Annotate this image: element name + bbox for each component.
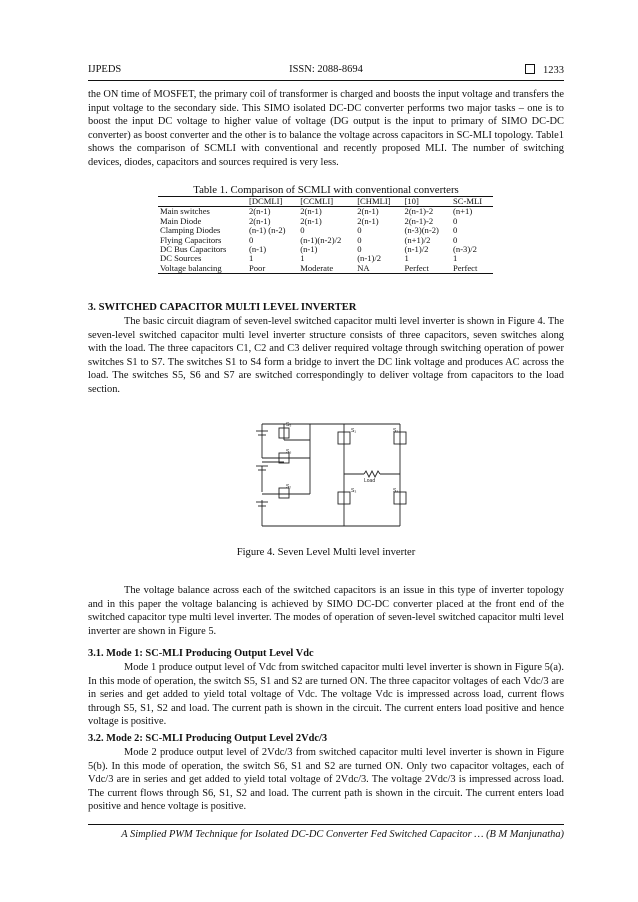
- table-cell: 0: [248, 234, 254, 245]
- table-cell: 2(n-1): [357, 206, 379, 217]
- table-cell: 0: [357, 244, 362, 255]
- table-cell: 2(n-1)-2: [404, 206, 434, 217]
- table-cell: (n-3)/2: [453, 244, 477, 255]
- table-cell: Moderate: [298, 264, 355, 274]
- table-cell: Poor: [247, 264, 298, 274]
- table-cell: 0: [357, 225, 362, 236]
- label-s4: S₄: [393, 488, 399, 494]
- section-paragraph: The basic circuit diagram of seven-level switched capacitor multi level inverter is shown in Figure 4. The seven-level switched capacitor multi level inverter structure consists of three capacitors, seven switches along with the load. The three capacitors C1, C2 and C3 deliver required voltage through switching operation of power switches S1 to S7. The switches S1 to S4 form a bridge to invert the DC link voltage and produces AC across the load. The switches S5, S6 and S7 are switched correspondingly to deliver voltage from capacitors to the load section.: [88, 316, 564, 395]
- table-cell: 0: [357, 234, 362, 245]
- table-cell: Voltage balancing: [158, 264, 247, 274]
- table-cell: 2(n-1)-2: [404, 215, 434, 226]
- table-cell: Clamping Diodes: [160, 225, 221, 236]
- column-header: [CHMLI]: [355, 197, 402, 207]
- mode2-paragraph: Mode 2 produce output level of 2Vdc/3 from switched capacitor multi level inverter is shown in Figure 5(b). In this mode of operation, the switch S6, S1 and S2 are turned ON. Only two capacitor voltages, each of Vdc/3 are in series and get added to yield total voltage of 2Vdc/3. The voltage 2Vdc/3 is impressed across load. The current flows through S6, S1, S2 and load. The current path is shown in the circuit. The current enters load positive and hence voltage is positive.: [88, 747, 564, 813]
- table-cell: (n-1): [248, 244, 267, 255]
- table-cell: 0: [453, 225, 458, 236]
- table-cell: 2(n-1): [300, 206, 322, 217]
- section-heading: 3. SWITCHED CAPACITOR MULTI LEVEL INVERTER: [88, 302, 357, 313]
- mode1-paragraph: Mode 1 produce output level of Vdc from switched capacitor multi level inverter is shown in Figure 5(a). In this mode of operation, the switch S5, S1 and S2 are turned ON. The three capacitor voltages of each Vdc/3 are in series and get added to yield total voltage of Vdc. The voltage Vdc is impressed across load, current flows through S5, S1, S2 and load. The current path is shown in the circuit. The current enters load positive and hence voltage is positive.: [88, 662, 564, 728]
- table-cell: 2(n-1): [248, 215, 271, 226]
- table-cell: Flying Capacitors: [160, 234, 222, 245]
- table-cell: DC Bus Capacitors: [160, 244, 227, 255]
- mode2-heading: 3.2. Mode 2: SC-MLI Producing Output Level 2Vdc/3: [88, 733, 328, 744]
- table-cell: 1: [453, 253, 458, 264]
- table-cell: 2(n-1): [300, 215, 322, 226]
- table-header-row: [158, 197, 493, 207]
- table-caption: Table 1. Comparison of SCMLI with conventional converters: [193, 184, 459, 196]
- label-s7: S₇: [286, 484, 292, 490]
- table-cell: 0: [300, 225, 305, 236]
- table-cell: (n-1): [300, 244, 318, 255]
- balance-paragraph: The voltage balance across each of the switched capacitors is an issue in this type of inverter topology and in this paper the voltage balancing is achieved by SIMO DC-DC converter placed at the front end of the switched capacitor type multi level inverter. The modes of operation of seven-level switched capacitor multi level inverter are shown in Figure 5.: [88, 585, 564, 637]
- column-header: [158, 197, 247, 207]
- running-footer: A Simplied PWM Technique for Isolated DC-DC Converter Fed Switched Capacitor … (B M Manjunatha): [121, 829, 564, 840]
- table-cell: (n+1): [453, 206, 473, 217]
- label-s6: S₆: [286, 449, 292, 455]
- table-cell: 0: [453, 234, 458, 245]
- column-header: [CCMLI]: [298, 197, 355, 207]
- table-row: [158, 245, 493, 254]
- table-cell: Perfect: [451, 264, 493, 274]
- circuit-diagram: [248, 418, 408, 532]
- table-cell: 1: [404, 253, 409, 264]
- table-cell: 2(n-1): [357, 215, 379, 226]
- table-cell: (n-1)(n-2)/2: [300, 234, 342, 245]
- column-header: SC-MLI: [451, 197, 493, 207]
- table-cell: NA: [355, 264, 402, 274]
- table-cell: 1: [300, 253, 305, 264]
- intro-paragraph: the ON time of MOSFET, the primary coil of transformer is charged and boosts the input voltage and transfers the input voltage to the secondary side. This SIMO isolated DC-DC converter performs two major tasks – one is to boost the input DC voltage to higher value of voltage (DG output is the input to primary of SIMO DC-DC converter) as boost converter and the other is to balance the voltage across capacitors in SC-MLI topology. Table1 shows the comparison of SCMLI with conventional and recently proposed MLI. The number of switching devices, diodes, capacitors and sources required is very less.: [88, 89, 564, 168]
- label-s1: S₁: [351, 428, 357, 434]
- table-cell: (n+1)/2: [404, 234, 431, 245]
- table-cell: (n-1)/2: [357, 253, 382, 264]
- table-cell: Main Diode: [160, 215, 202, 226]
- comparison-table: [158, 196, 493, 274]
- journal-name: IJPEDS: [88, 64, 122, 75]
- table-row: [158, 207, 493, 217]
- figure-caption: Figure 4. Seven Level Multi level inverter: [236, 547, 416, 558]
- header-rule: [88, 80, 564, 81]
- column-header: [10]: [403, 197, 452, 207]
- label-s2: S₂: [393, 428, 399, 434]
- page-number-group: [525, 64, 564, 76]
- table-row: [158, 264, 493, 274]
- table-cell: (n-3)(n-2): [404, 225, 439, 236]
- issn: ISSN: 2088-8694: [289, 64, 363, 75]
- table-cell: Perfect: [403, 264, 452, 274]
- table-cell: 0: [453, 215, 458, 226]
- table-cell: (n-1) (n-2): [248, 225, 286, 236]
- running-header: [88, 64, 564, 78]
- label-s3: S₃: [351, 488, 357, 494]
- table-cell: 1: [248, 253, 254, 264]
- table-cell: DC Sources: [160, 253, 202, 264]
- table-cell: Main switches: [160, 206, 210, 217]
- page-number: 1233: [543, 65, 564, 76]
- table-cell: 2(n-1): [248, 206, 271, 217]
- mode1-heading: 3.1. Mode 1: SC-MLI Producing Output Level Vdc: [88, 648, 314, 659]
- label-s5: S₅: [286, 422, 292, 428]
- checkbox-icon: [525, 64, 535, 74]
- column-header: [DCMLI]: [247, 197, 298, 207]
- table-cell: (n-1)/2: [404, 244, 429, 255]
- footer-rule: [88, 824, 564, 825]
- label-load: Load: [364, 478, 376, 484]
